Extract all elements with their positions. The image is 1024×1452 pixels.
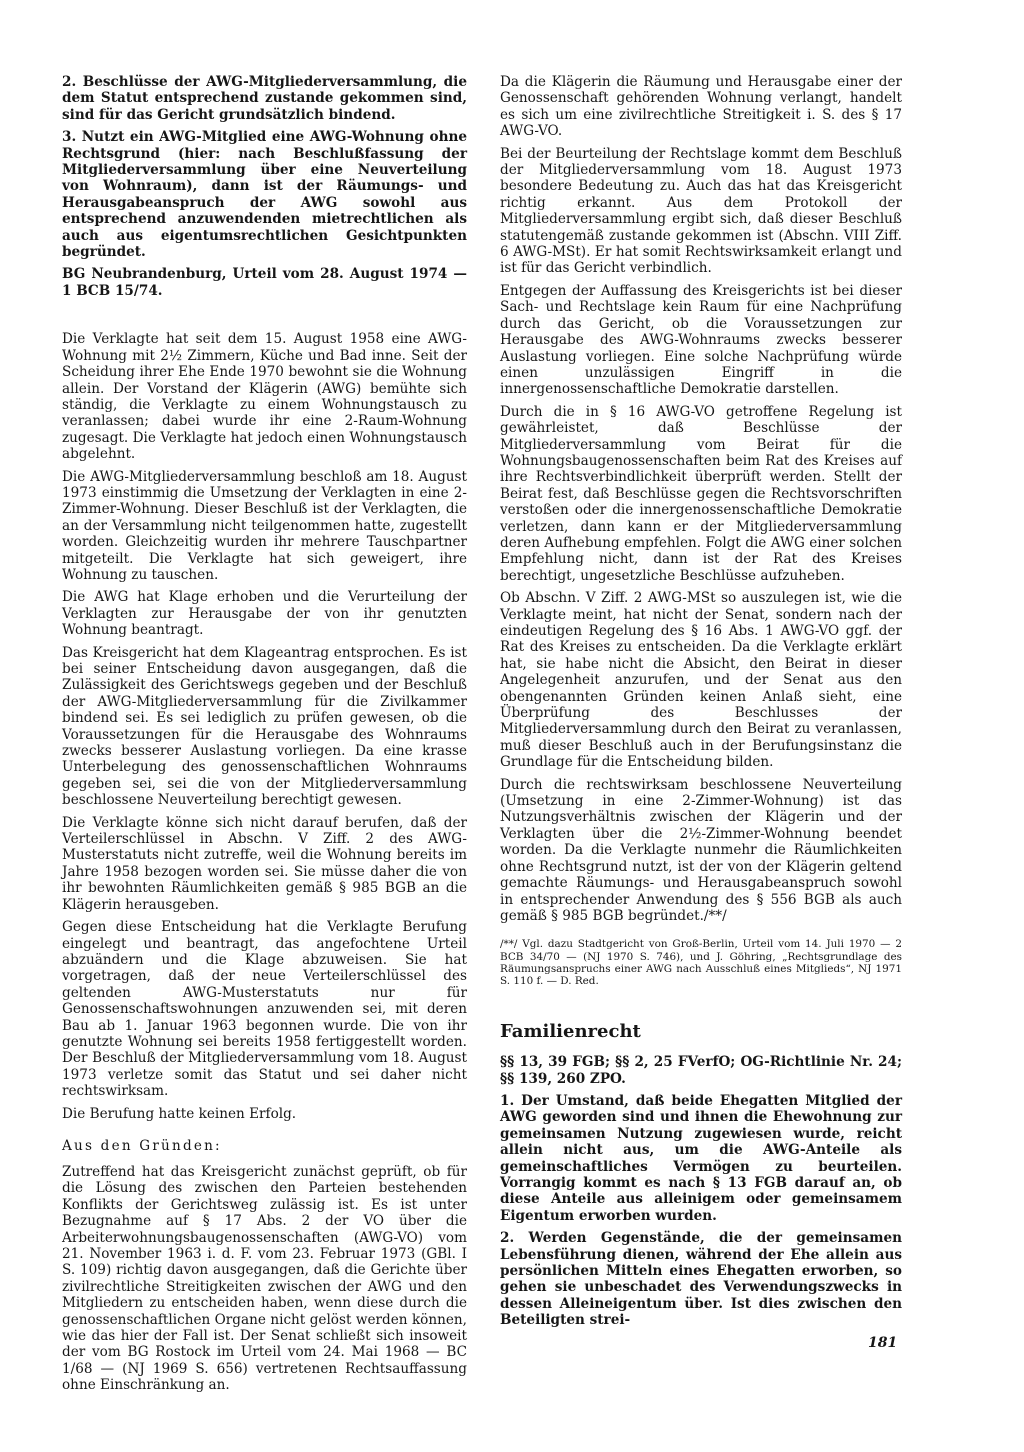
headnote-2: 2. Beschlüsse der AWG-Mitgliederversammlung, die dem Statut entsprechend zustande gekommen sind, sind für das Gericht grundsätzlich bindend. — [62, 74, 467, 123]
body-paragraph: Die Berufung hatte keinen Erfolg. — [62, 1105, 297, 1122]
body-paragraph: Durch die rechtswirksam beschlossene Neuverteilung (Umsetzung in eine 2-Zimmer-Wohnung) ist das Nutzungsverhältnis zwischen der Klägerin und der Verklagten über die 2½-Zimmer-Wohnung beendet worden. Da die Verklagte nunmehr die Räumlichkeiten ohne Rechtsgrund nutzt, ist der von der Klägerin geltend gemachte Räumungs- und Herausgabeanspruch sowohl in entsprechender Anwendung des § 556 BGB als auch gemäß § 985 BGB begründet./**/ — [500, 776, 902, 924]
court-reference: BG Neubrandenburg, Urteil vom 28. August 1974 — 1 BCB 15/74. — [62, 266, 467, 299]
headnote-3: 3. Nutzt ein AWG-Mitglied eine AWG-Wohnung ohne Rechtsgrund (hier: nach Beschlußfassung der Mitgliederversammlung über eine Neuverteilung von Wohnraum), dann ist der Räumungs- und Herausgabeanspruch der AWG sowohl aus entsprechend anzuwendenden mietrechtlichen als auch aus eigentumsrechtlichen Gesichtpunkten begründet. — [62, 129, 467, 261]
headnote-2-family: 2. Werden Gegenstände, die der gemeinsamen Lebensführung dienen, während der Ehe allein aus persönlichen Mitteln eines Ehegatten erworben, so gehen sie unbeschadet des Verwendungszwecks in dessen Alleineigentum über. Ist dies zwischen den Beteiligten strei- — [500, 1230, 902, 1329]
grounds-paragraph: Zutreffend hat das Kreisgericht zunächst geprüft, ob für die Lösung des zwischen den Parteien bestehenden Konflikts der Gerichtsweg zulässig ist. Es ist unter Bezugnahme auf § 17 Abs. 2 der VO über die Arbeiterwohnungsbaugenossenschaften (AWG-VO) vom 21. November 1963 i. d. F. vom 23. Februar 1973 (GBl. I S. 109) richtig davon ausgegangen, daß die Gerichte über zivilrechtliche Streitigkeiten zwischen der AWG und den Mitgliedern zu entscheiden haben, wenn diese durch die genossenschaftlichen Organe nicht gelöst werden können, wie das hier der Fall ist. Der Senat schließt sich insoweit der vom BG Rostock im Urteil vom 24. Mai 1968 — BC 1/68 — (NJ 1969 S. 656) vertretenen Rechtsauffassung ohne Einschränkung an. — [62, 1163, 467, 1394]
body-paragraph: Bei der Beurteilung der Rechtslage kommt dem Beschluß der Mitgliederversammlung vom 18. August 1973 besondere Bedeutung zu. Auch das hat das Kreisgericht richtig erkannt. Aus dem Protokoll der Mitgliederversammlung ergibt sich, daß dieser Beschluß statutengemäß zustande gekommen ist (Abschn. VIII Ziff. 6 AWG-MSt). Er hat somit Rechtswirksamkeit erlangt und ist für das Gericht verbindlich. — [500, 145, 902, 277]
body-paragraph: Entgegen der Auffassung des Kreisgerichts ist bei dieser Sach- und Rechtslage kein Raum für eine Nachprüfung durch das Gericht, ob die Voraussetzungen zur Herausgabe des AWG-Wohnraums zwecks besserer Auslastung vorliegen. Eine solche Nachprüfung würde einen unzulässigen Eingriff in die innergenossenschaftliche Demokratie darstellen. — [500, 282, 902, 398]
footnote: /**/ Vgl. dazu Stadtgericht von Groß-Berlin, Urteil vom 14. Juli 1970 — 2 BCB 34/70 — (NJ 1970 S. 746), und J. Göhring, „Rechtsgrundlage des Räumungsanspruchs einer AWG nach Ausschluß eines Mitglieds“, NJ 1971 S. 110 f. — D. Red. — [500, 938, 902, 987]
page-number: 181 — [868, 1335, 898, 1351]
body-paragraph: Die Verklagte hat seit dem 15. August 1958 eine AWG-Wohnung mit 2½ Zimmern, Küche und Bad inne. Seit der Scheidung ihrer Ehe Ende 1970 bewohnt sie die Wohnung allein. Der Vorstand der Klägerin (AWG) bemühte sich ständig, die Verklagte zu einem Wohnungstausch zu veranlassen; dabei wurde ihr eine 2-Raum-Wohnung zugesagt. Die Verklagte hat jedoch einen Wohnungstausch abgelehnt. — [62, 331, 467, 463]
left-column — [62, 74, 467, 1400]
section-heading: Familienrecht — [500, 1021, 641, 1043]
body-paragraph: Durch die in § 16 AWG-VO getroffene Regelung ist gewährleistet, daß Beschlüsse der Mitgliederversammlung vom Beirat für die Wohnungsbaugenossenschaften beim Rat des Kreises auf ihre Rechtsverbindlichkeit überprüft werden. Stellt der Beirat fest, daß Beschlüsse gegen die Rechtsvorschriften verstoßen oder die innergenossenschaftliche Demokratie verletzen, dann kann er der Mitgliederversammlung deren Aufhebung empfehlen. Folgt die AWG einer solchen Empfehlung nicht, dann ist der Rat des Kreises berechtigt, ungesetzliche Beschlüsse aufzuheben. — [500, 403, 902, 584]
headnote-1: 1. Der Umstand, daß beide Ehegatten Mitglied der AWG geworden sind und ihnen die Ehewohnung zur gemeinsamen Nutzung zugewiesen wurde, reicht allein nicht aus, um die AWG-Anteile als gemeinschaftliches Vermögen zu beurteilen. Vorrangig kommt es nach § 13 FGB darauf an, ob diese Anteile aus alleinigem oder gemeinsamem Eigentum erworben wurden. — [500, 1092, 902, 1224]
body-paragraph: Ob Abschn. V Ziff. 2 AWG-MSt so auszulegen ist, wie die Verklagte meint, hat nicht der Senat, sondern nach der eindeutigen Regelung des § 16 Abs. 1 AWG-VO ggf. der Rat des Kreises zu entscheiden. Da die Verklagte erklärt hat, sie habe nicht die Absicht, den Beirat in dieser Angelegenheit anzurufen, und der Senat aus den obengenannten Gründen keinen Anlaß sieht, eine Überprüfung des Beschlusses der Mitgliederversammlung durch den Beirat zu veranlassen, muß dieser Beschluß auch in der Berufungsinstanz die Grundlage für die Entscheidung bilden. — [500, 590, 902, 771]
body-paragraph: Die AWG hat Klage erhoben und die Verurteilung der Verklagten zur Herausgabe der von ihr genutzten Wohnung beantragt. — [62, 589, 467, 639]
statutes-line: §§ 13, 39 FGB; §§ 2, 25 FVerfO; OG-Richtlinie Nr. 24; §§ 139, 260 ZPO. — [500, 1054, 902, 1087]
right-column — [500, 74, 902, 1335]
body-paragraph: Die Verklagte könne sich nicht darauf berufen, daß der Verteilerschlüssel in Abschn. V Ziff. 2 des AWG-Musterstatuts nicht zutreffe, weil die Wohnung bereits im Jahre 1958 bezogen worden sei. Sie müsse daher die von ihr bewohnten Räumlichkeiten gemäß § 985 BGB an die Klägerin herausgeben. — [62, 814, 467, 913]
body-paragraph: Gegen diese Entscheidung hat die Verklagte Berufung eingelegt und beantragt, das angefochtene Urteil abzuändern und die Klage abzuweisen. Sie hat vorgetragen, daß der neue Verteilerschlüssel des geltenden AWG-Musterstatuts nur für Genossenschaftswohnungen anzuwenden sei, mit deren Bau ab 1. Januar 1963 begonnen wurde. Die von ihr genutzte Wohnung sei bereits 1958 fertiggestellt worden. Der Beschluß der Mitgliederversammlung vom 18. August 1973 verletze somit das Statut und sei daher nicht rechtswirksam. — [62, 919, 467, 1100]
spacer — [62, 309, 467, 331]
grounds-heading: Aus den Gründen: — [62, 1137, 222, 1154]
body-paragraph: Da die Klägerin die Räumung und Herausgabe einer der Genossenschaft gehörenden Wohnung verlangt, handelt es sich um eine zivilrechtliche Streitigkeit i. S. des § 17 AWG-VO. — [500, 74, 902, 140]
body-paragraph: Das Kreisgericht hat dem Klageantrag entsprochen. Es ist bei seiner Entscheidung davon ausgegangen, daß die Zulässigkeit des Gerichtswegs gegeben und der Beschluß der AWG-Mitgliederversammlung für die Zivilkammer bindend sei. Es sei lediglich zu prüfen gewesen, ob die Voraussetzungen für die Herausgabe des Wohnraums zwecks besserer Auslastung vorliegen. Da eine krasse Unterbelegung des genossenschaftlichen Wohnraums gegeben sei, sei die von der Mitgliederversammlung beschlossene Neuverteilung berechtigt gewesen. — [62, 644, 467, 809]
body-paragraph: Die AWG-Mitgliederversammlung beschloß am 18. August 1973 einstimmig die Umsetzung der Verklagten in eine 2-Zimmer-Wohnung. Dieser Beschluß ist der Verklagten, die an der Versammlung nicht teilgenommen hatte, zugestellt worden. Gleichzeitig wurden ihr mehrere Tauschpartner mitgeteilt. Die Verklagte hat sich geweigert, ihre Wohnung zu tauschen. — [62, 468, 467, 583]
